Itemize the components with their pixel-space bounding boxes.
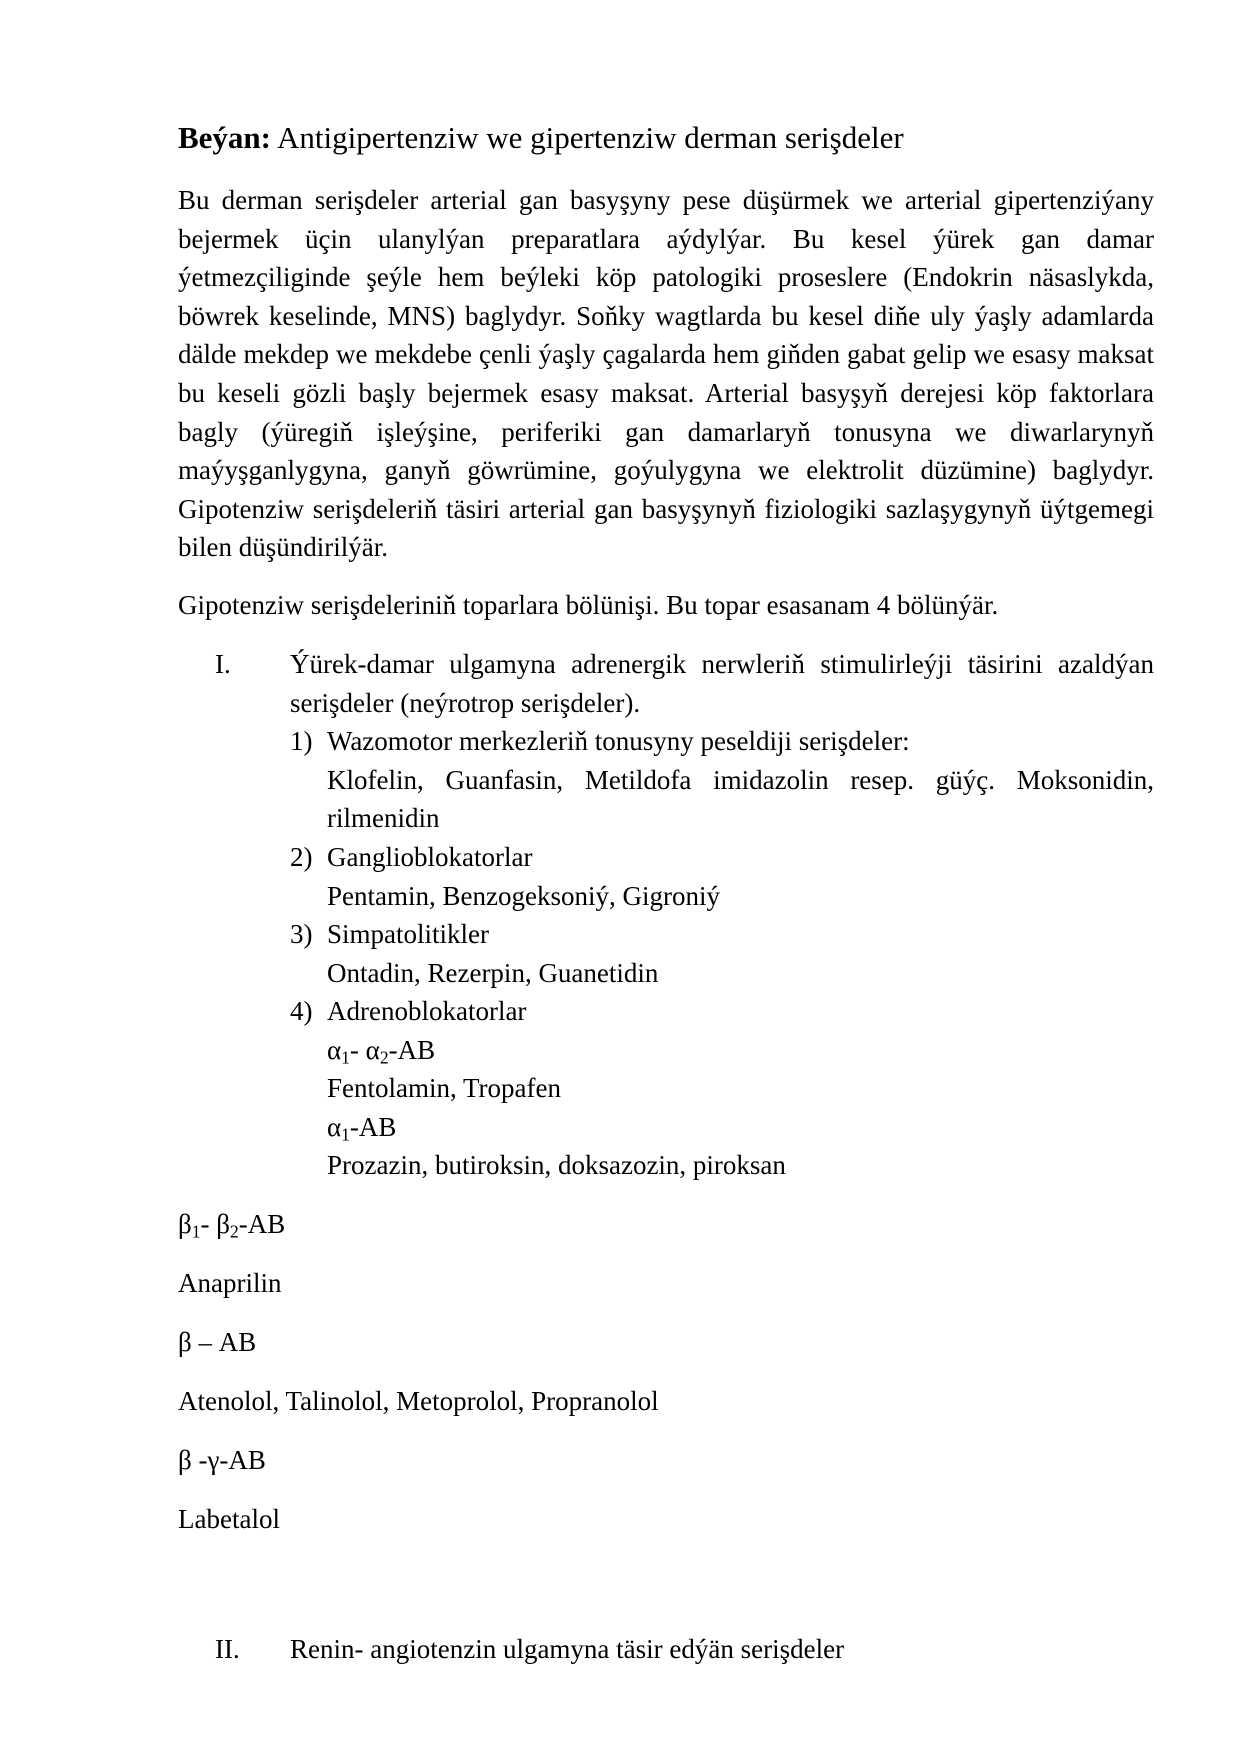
beta-label: β – AB — [178, 1327, 257, 1357]
item-title: Ganglioblokatorlar — [327, 842, 533, 872]
beta-gamma-drugs: Labetalol — [178, 1504, 280, 1534]
beta-gamma-label: β -γ-AB — [178, 1445, 266, 1475]
item-number: 3) — [290, 919, 313, 949]
alpha12-label: $\alpha_1-$ $\alpha_2-AB$ — [327, 1035, 436, 1068]
title-text: Antigipertenziw we gipertenziw derman serişdeler — [277, 120, 904, 155]
item-title: Simpatolitikler — [327, 919, 489, 949]
item-number: 2) — [290, 842, 313, 872]
item-number: 1) — [290, 726, 313, 756]
alpha1-drugs: Prozazin, butiroksin, doksazozin, piroksan — [327, 1150, 786, 1180]
beta-drugs: Atenolol, Talinolol, Metoprolol, Propranolol — [178, 1386, 659, 1416]
division-paragraph: Gipotenziw serişdeleriniň toparlara bölünişi. Bu topar esasanam 4 bölünýär. — [178, 590, 999, 620]
alpha1-label: $\alpha_1-AB$ — [327, 1112, 397, 1145]
alpha12-drugs: Fentolamin, Tropafen — [327, 1073, 561, 1103]
page-title — [178, 118, 904, 158]
item-drugs: Klofelin, Guanfasin, Metildofa imidazolin resep. güýç. Moksonidin, rilmenidin — [327, 764, 1154, 834]
beta12-drugs: Anaprilin — [178, 1268, 282, 1298]
item-number: 4) — [290, 996, 313, 1026]
section-1-numeral: I. — [215, 649, 231, 679]
item-title: Wazomotor merkezleriň tonusyny peseldiji serişdeler: — [327, 726, 910, 756]
intro-paragraph: Bu derman serişdeler arterial gan basyşyny pese düşürmek we arterial gipertenziýany bejermek üçin ulanylýan preparatlara aýdylýar. Bu kesel ýürek gan damar ýetmezçiliginde şeýle hem beýleki köp patologiki proseslere (Endokrin näsaslykda, böwrek keselinde, MNS) baglydyr. Soňky wagtlarda bu kesel diňe uly ýaşly adamlarda dälde mekdep we mekdebe çenli ýaşly çagalarda hem giňden gabat gelip we esasy maksat bu keseli gözli başly bejermek esasy maksat. Arterial basyşyň derejesi köp faktorlara bagly (ýüregiň işleýşine, periferiki gan damarlaryň tonusyna we diwarlarynyň maýyşganlygyna, ganyň göwrümine, goýulygyna we elektrolit düzümine) baglydyr. Gipotenziw serişdeleriň täsiri arterial gan basyşynyň fiziologiki sazlaşygynyň üýtgemegi bilen düşündirilýär. — [178, 185, 1154, 563]
item-drugs: Pentamin, Benzogeksoniý, Gigroniý — [327, 880, 720, 911]
title-label: Beýan: — [178, 120, 271, 155]
section-2-text: Renin- angiotenzin ulgamyna täsir edýän serişdeler — [290, 1634, 845, 1664]
beta12-label: $\beta_1-$ $\beta_2-AB$ — [178, 1209, 286, 1242]
section-2-numeral: II. — [215, 1634, 240, 1664]
item-drugs: Ontadin, Rezerpin, Guanetidin — [327, 957, 659, 988]
item-title: Adrenoblokatorlar — [327, 996, 527, 1026]
section-1-text: Ýürek-damar ulgamyna adrenergik nerwleriň stimulirleýji täsirini azaldýan serişdeler (neýrotrop serişdeler). — [290, 649, 1154, 718]
